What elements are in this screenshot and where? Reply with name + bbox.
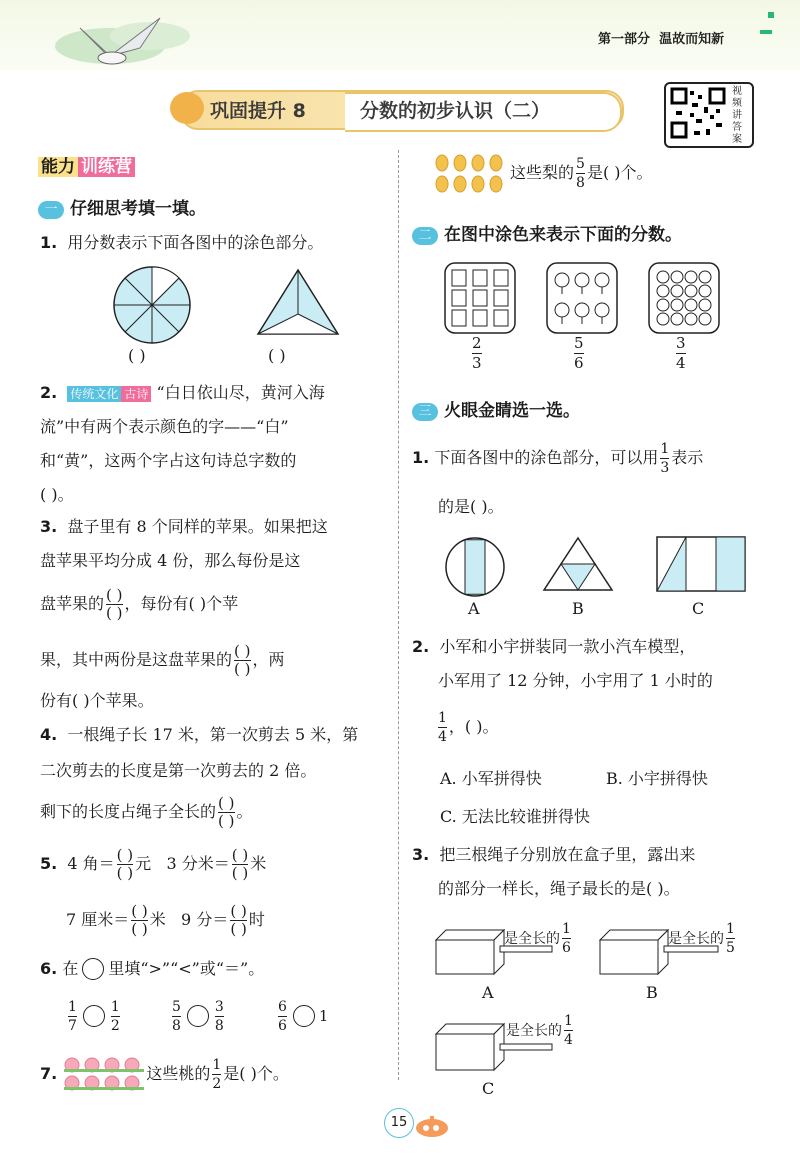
section-pill: 二 xyxy=(412,227,438,245)
conversion-text: 7 厘米＝ xyxy=(66,910,130,929)
rope-caption xyxy=(668,922,737,955)
denominator: 2 xyxy=(212,1075,222,1092)
blank-denominator[interactable]: ( ) xyxy=(230,919,247,938)
caption-text: 是全长的 xyxy=(668,930,724,947)
blank-numerator[interactable]: ( ) xyxy=(106,585,123,604)
section-title: 在图中涂色来表示下面的分数。 xyxy=(444,225,682,245)
unit-text: 时 xyxy=(248,910,265,929)
numerator: 6 xyxy=(278,998,287,1015)
question-line xyxy=(40,640,285,680)
qr-caption: 视频讲答案 xyxy=(732,86,742,145)
option-label: C xyxy=(692,599,705,618)
numerator: 1 xyxy=(660,440,670,457)
section-pill: 一 xyxy=(38,201,64,219)
question-text: 用分数表示下面各图中的涂色部分。 xyxy=(67,233,324,252)
culture-tag: 传统文化 xyxy=(67,386,121,402)
header-part: 第一部分 xyxy=(598,32,651,47)
title-topic: 分数的初步认识（二） xyxy=(360,100,551,122)
fraction-blank[interactable] xyxy=(234,641,251,678)
question-number: 2. xyxy=(412,637,430,656)
answer-blank[interactable]: ( ) xyxy=(268,346,286,365)
question-text: 盘子里有 8 个同样的苹果。如果把这 xyxy=(67,517,328,536)
fraction-bar xyxy=(438,727,447,728)
header-section: 温故而知新 xyxy=(659,32,725,47)
compare-circle[interactable] xyxy=(187,1005,209,1027)
question-text: “白日依山尽，黄河入海 xyxy=(156,383,325,402)
fraction xyxy=(278,1000,287,1033)
fraction-bar xyxy=(726,938,735,939)
denominator: 8 xyxy=(172,1017,181,1034)
fraction-blank[interactable] xyxy=(218,793,235,830)
fraction-label xyxy=(572,336,586,371)
option-label: B xyxy=(572,599,584,618)
question-number: 3. xyxy=(40,517,58,536)
fraction xyxy=(212,1058,221,1091)
numerator: 2 xyxy=(472,334,482,352)
choice-question-1 xyxy=(412,436,703,480)
conversion-text: 9 分＝ xyxy=(181,910,229,929)
blank-numerator[interactable]: ( ) xyxy=(131,901,148,920)
option-label: A xyxy=(468,599,480,618)
denominator: 4 xyxy=(438,728,447,745)
fraction-label xyxy=(470,336,484,371)
answer-blank[interactable]: ( )。 xyxy=(40,485,74,504)
denominator: 6 xyxy=(574,354,584,372)
fraction xyxy=(660,442,669,475)
submarine-icon xyxy=(412,1112,452,1140)
question-number: 2. xyxy=(40,383,58,402)
corner-mark xyxy=(760,30,772,34)
option-label: B xyxy=(646,983,658,1002)
fraction xyxy=(438,711,447,744)
qr-code-icon[interactable] xyxy=(670,87,726,139)
fraction-blank[interactable] xyxy=(230,901,247,938)
ability-badge xyxy=(38,152,135,177)
fraction xyxy=(562,922,571,955)
option-a[interactable]: A. 小军拼得快 xyxy=(440,769,542,788)
question-line xyxy=(436,704,499,750)
fraction xyxy=(472,336,482,371)
question-number: 1. xyxy=(40,233,58,252)
fraction xyxy=(215,1000,224,1033)
fraction-bar xyxy=(564,1030,573,1031)
lanterns-grid-figure[interactable] xyxy=(546,262,618,334)
option-label: C xyxy=(482,1079,495,1098)
fraction-bar xyxy=(172,1016,181,1017)
question-text: 是( )个。 xyxy=(223,1064,289,1083)
blank-numerator[interactable]: ( ) xyxy=(231,845,249,864)
badge-right: 训练营 xyxy=(78,157,135,177)
rope-caption xyxy=(506,1014,575,1047)
blank-numerator[interactable]: ( ) xyxy=(218,793,235,812)
fraction-label xyxy=(674,336,688,371)
fraction xyxy=(564,1014,573,1047)
denominator: 4 xyxy=(564,1032,573,1048)
section-one-heading xyxy=(38,194,206,219)
question-line xyxy=(40,584,238,624)
fraction-blank[interactable] xyxy=(116,845,134,882)
blank-numerator[interactable]: ( ) xyxy=(230,901,247,920)
fraction xyxy=(576,157,585,190)
numerator: 1 xyxy=(68,998,77,1015)
question-text: 盘苹果平均分成 4 份，那么每份是这 xyxy=(40,551,301,570)
question-number: 1. xyxy=(412,448,430,467)
denominator: 3 xyxy=(660,459,670,476)
question-text: ，每份有( )个苹 xyxy=(124,594,239,613)
section-two-heading xyxy=(412,220,682,245)
fraction-bar xyxy=(576,173,585,174)
fraction-bar xyxy=(278,1016,287,1017)
fraction xyxy=(726,922,735,955)
compare-circle-icon xyxy=(82,958,104,980)
question-text: 小军和小宇拼装同一款小汽车模型， xyxy=(439,637,696,656)
question-text: ，两 xyxy=(252,650,285,669)
blank-numerator[interactable]: ( ) xyxy=(234,641,251,660)
choice-question-2 xyxy=(412,636,695,658)
option-label: A xyxy=(482,983,494,1002)
option-c[interactable]: C. 无法比较谁拼得快 xyxy=(440,807,590,826)
header-text xyxy=(598,28,724,47)
fraction xyxy=(676,336,686,371)
fraction-blank[interactable] xyxy=(131,901,148,938)
compare-pair-1 xyxy=(66,994,122,1038)
blank-numerator[interactable]: ( ) xyxy=(116,845,134,864)
denominator: 5 xyxy=(726,940,735,956)
denominator: 8 xyxy=(214,1017,224,1034)
compare-circle[interactable] xyxy=(293,1005,315,1027)
page-number: 15 xyxy=(384,1108,414,1138)
badge-left: 能力 xyxy=(38,157,78,177)
numerator: 1 xyxy=(564,1013,573,1029)
numerator: 1 xyxy=(110,998,120,1015)
option-c-rectangle-figure[interactable] xyxy=(656,536,746,592)
option-b[interactable]: B. 小宇拼得快 xyxy=(606,769,708,788)
choice-question-3 xyxy=(412,844,695,866)
fraction-blank[interactable] xyxy=(231,845,249,882)
compare-circle[interactable] xyxy=(83,1005,105,1027)
answer-blank[interactable]: 份有( )个苹果。 xyxy=(40,691,154,710)
option-a-circle-figure[interactable] xyxy=(444,536,506,598)
caption-text: 是全长的 xyxy=(506,1022,562,1039)
question-text: 小军用了 12 分钟，小宇用了 1 小时的 xyxy=(438,671,713,690)
question-5-row-1 xyxy=(40,844,266,884)
section-pill: 三 xyxy=(412,403,438,421)
denominator: 3 xyxy=(472,354,482,372)
blank-denominator[interactable]: ( ) xyxy=(131,919,148,938)
fraction xyxy=(574,336,584,371)
question-text: 流”中有两个表示颜色的字——“白” xyxy=(40,417,289,436)
fraction xyxy=(111,1000,120,1033)
title-label: 巩固提升 8 xyxy=(210,100,306,122)
answer-blank[interactable]: 的是( )。 xyxy=(438,497,504,516)
bird-illustration xyxy=(50,8,200,80)
fraction-bar xyxy=(660,458,669,459)
shell-icon xyxy=(170,92,204,124)
denominator: 8 xyxy=(576,174,585,191)
blank-denominator[interactable]: ( ) xyxy=(231,863,249,882)
question-number: 3. xyxy=(412,845,430,864)
question-2 xyxy=(40,382,325,405)
question-text: 一根绳子长 17 米，第一次剪去 5 米，第 xyxy=(67,725,359,744)
fraction-bar xyxy=(111,1016,120,1017)
numerator: 3 xyxy=(676,334,686,352)
fraction-bar xyxy=(212,1074,221,1075)
fraction-bar xyxy=(215,1016,224,1017)
section-three-heading xyxy=(412,396,580,421)
pears-illustration xyxy=(432,151,510,195)
pears-question xyxy=(432,150,653,196)
numerator: 5 xyxy=(576,155,585,172)
question-text: 和“黄”，这两个字占这句诗总字数的 xyxy=(40,451,297,470)
question-5-row-2 xyxy=(66,900,265,940)
unit-text: 元 xyxy=(135,854,152,873)
numerator: 1 xyxy=(726,921,735,937)
answer-blank[interactable]: ( ) xyxy=(128,346,146,365)
question-text: 剩下的长度占绳子全长的 xyxy=(40,802,217,821)
fraction-bar xyxy=(68,1016,77,1017)
unit-text: 米 xyxy=(149,910,166,929)
numerator: 1 xyxy=(438,709,447,726)
question-number: 4. xyxy=(40,725,58,744)
apples-grid-figure[interactable] xyxy=(648,262,720,334)
poem-tag: 古诗 xyxy=(121,386,151,402)
question-3 xyxy=(40,516,328,538)
column-divider xyxy=(398,150,399,1080)
option-b-triangle-figure[interactable] xyxy=(542,536,614,592)
denominator: 7 xyxy=(68,1017,77,1034)
question-number: 5. xyxy=(40,854,58,873)
numerator: 3 xyxy=(214,998,224,1015)
question-7 xyxy=(40,1052,289,1096)
fraction xyxy=(172,1000,181,1033)
question-text: 这些梨的 xyxy=(510,163,575,182)
cups-grid-figure[interactable] xyxy=(444,262,516,334)
section-title: 火眼金睛选一选。 xyxy=(444,401,580,421)
denominator: 2 xyxy=(110,1017,120,1034)
question-text: 在 xyxy=(62,959,79,978)
blank-denominator[interactable]: ( ) xyxy=(116,863,134,882)
compare-pair-2 xyxy=(170,994,226,1038)
conversion-text: 3 分米＝ xyxy=(166,854,230,873)
blank-denominator[interactable]: ( ) xyxy=(234,659,251,678)
question-line xyxy=(40,792,253,832)
question-text: 果，其中两份是这盘苹果的 xyxy=(40,650,233,669)
question-4 xyxy=(40,724,358,746)
question-text: 下面各图中的涂色部分，可以用 xyxy=(434,448,659,467)
denominator: 4 xyxy=(676,354,686,372)
blank-denominator[interactable]: ( ) xyxy=(106,603,123,622)
denominator: 6 xyxy=(278,1017,287,1034)
blank-denominator[interactable]: ( ) xyxy=(218,811,235,830)
peaches-illustration xyxy=(62,1055,146,1093)
question-1 xyxy=(40,232,323,254)
question-text: 。 xyxy=(236,802,253,821)
question-text: 的部分一样长，绳子最长的是( )。 xyxy=(438,879,680,898)
numerator: 1 xyxy=(212,1056,222,1073)
rope-caption xyxy=(504,922,573,955)
fraction xyxy=(68,1000,77,1033)
question-text: 把三根绳子分别放在盒子里，露出来 xyxy=(439,845,696,864)
question-text: 盘苹果的 xyxy=(40,594,105,613)
question-number: 7. xyxy=(40,1064,58,1083)
section-title: 仔细思考填一填。 xyxy=(70,199,206,219)
numerator: 5 xyxy=(574,334,584,352)
question-text: 表示 xyxy=(671,448,704,467)
question-text: 里填“>”“<”或“＝”。 xyxy=(108,959,265,978)
question-number: 6. xyxy=(40,959,58,978)
corner-mark xyxy=(768,12,774,18)
conversion-text: 4 角＝ xyxy=(67,854,115,873)
answer-blank[interactable]: ，( )。 xyxy=(448,717,499,736)
caption-text: 是全长的 xyxy=(504,930,560,947)
fraction-bar xyxy=(562,938,571,939)
compare-value: 1 xyxy=(318,1007,329,1025)
question-text: 这些桃的 xyxy=(146,1064,211,1083)
question-text: 二次剪去的长度是第一次剪去的 2 倍。 xyxy=(40,761,317,780)
unit-text: 米 xyxy=(250,854,267,873)
compare-pair-3 xyxy=(276,994,328,1038)
question-text: 是( )个。 xyxy=(586,163,653,182)
shaded-circle-figure xyxy=(112,265,192,345)
shaded-triangle-figure xyxy=(256,268,340,336)
denominator: 6 xyxy=(562,940,571,956)
numerator: 1 xyxy=(562,921,571,937)
fraction-blank[interactable] xyxy=(106,585,123,622)
numerator: 5 xyxy=(172,998,181,1015)
question-6 xyxy=(40,958,264,980)
